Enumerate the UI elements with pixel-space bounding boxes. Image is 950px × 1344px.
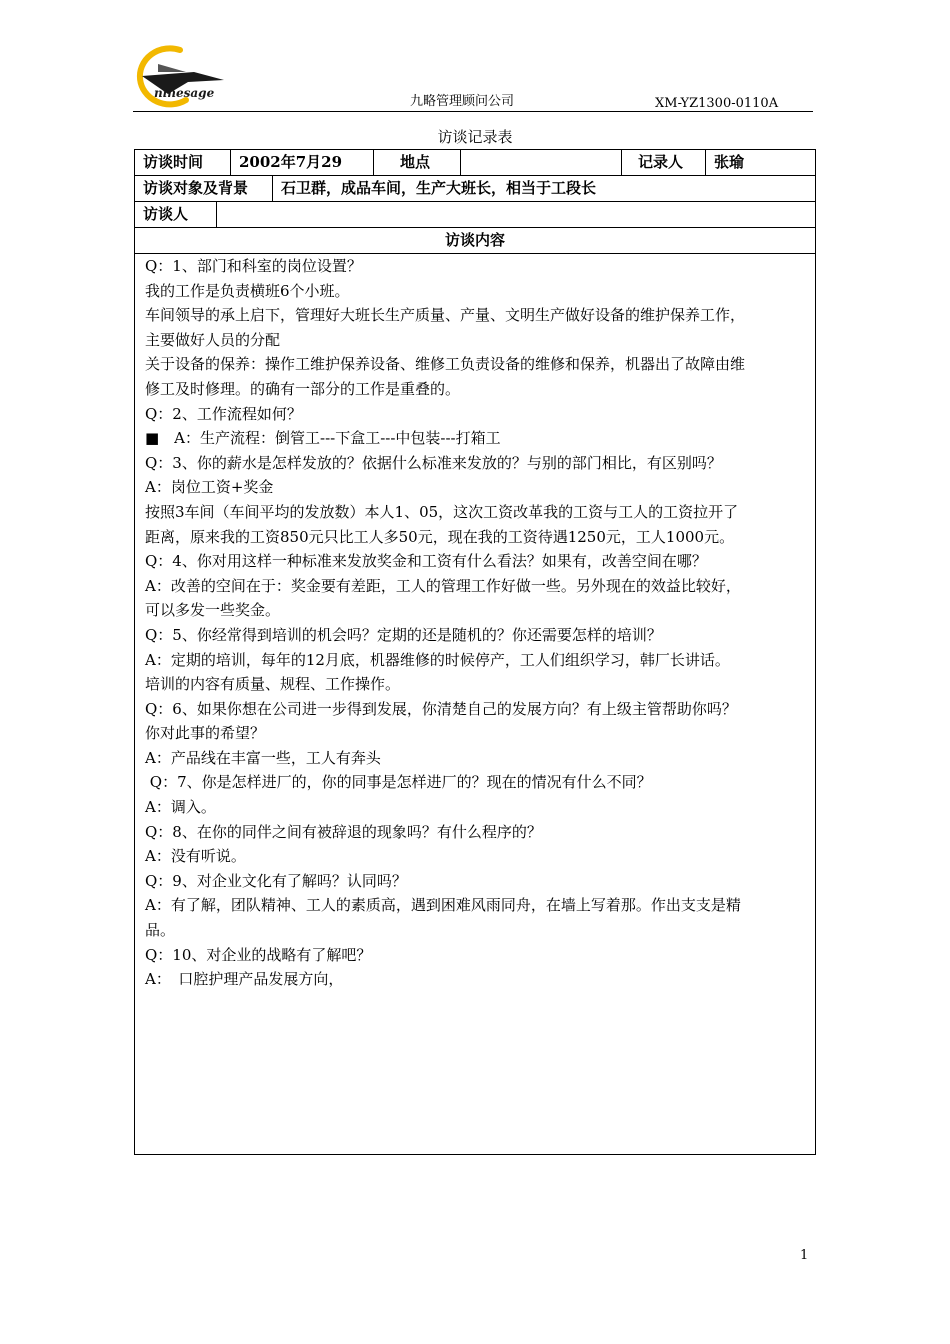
content-line: A：产品线在丰富一些，工人有奔头	[145, 748, 381, 767]
ninesage-logo-icon	[128, 42, 228, 110]
content-line: Q：7、你是怎样进厂的，你的同事是怎样进厂的？现在的情况有什么不同？	[145, 773, 652, 792]
recorder-value: 张瑜	[714, 153, 745, 171]
content-line: Q：4、你对用这样一种标准来发放奖金和工资有什么看法？如果有，改善空间在哪？	[145, 552, 707, 571]
content-line: Q：3、你的薪水是怎样发放的？依据什么标准来发放的？与别的部门相比，有区别吗？	[145, 453, 722, 472]
content-line: 按照3车间（车间平均的发放数）本人1、05，这次工资改革我的工资与工人的工资拉开了	[145, 502, 739, 521]
logo-text: ninesage	[154, 86, 215, 100]
place-label: 地点	[374, 150, 461, 175]
subject-value: 石卫群，成品车间，生产大班长，相当于工段长	[281, 179, 597, 197]
header-divider	[133, 111, 813, 112]
time-value: 2002年7月29	[231, 150, 374, 175]
interview-form	[134, 149, 816, 1155]
content-line: A：没有听说。	[145, 847, 246, 866]
time-label: 访谈时间	[135, 150, 231, 175]
content-line: Q：8、在你的同伴之间有被辞退的现象吗？有什么程序的？	[145, 822, 542, 841]
form-row-interviewer	[135, 202, 815, 228]
content-line: A：改善的空间在于：奖金要有差距，工人的管理工作好做一些。另外现在的效益比较好，	[145, 576, 741, 595]
content-line: 培训的内容有质量、规程、工作操作。	[145, 675, 401, 694]
content-line: 距离，原来我的工资850元只比工人多50元，现在我的工资待遇1250元，工人1000元。	[145, 527, 735, 546]
content-line: 我的工作是负责横班6个小班。	[145, 281, 350, 300]
document-code: XM-YZ1300-0110A	[655, 96, 779, 110]
place-value	[461, 150, 622, 175]
content-title: 访谈内容	[444, 231, 505, 249]
content-line: Q：2、工作流程如何？	[145, 404, 302, 423]
content-line: A：岗位工资+奖金	[145, 478, 274, 497]
content-line: Q：6、如果你想在公司进一步得到发展，你清楚自己的发展方向？有上级主管帮助你吗？	[145, 699, 737, 718]
form-title: 访谈记录表	[437, 128, 513, 146]
content-line: 主要做好人员的分配	[145, 330, 281, 349]
content-line: 你对此事的希望？	[145, 724, 266, 743]
content-line: Q：10、对企业的战略有了解吧？	[145, 945, 372, 964]
interviewer-label: 访谈人	[135, 202, 217, 227]
content-line: Q：9、对企业文化有了解吗？认同吗？	[145, 871, 407, 890]
content-line: Q：5、你经常得到培训的机会吗？定期的还是随机的？你还需要怎样的培训？	[145, 625, 662, 644]
recorder-label: 记录人	[622, 150, 706, 175]
form-row-content-title	[135, 228, 815, 254]
content-line: A：调入。	[145, 798, 216, 817]
content-line: A： 口腔护理产品发展方向，	[145, 970, 344, 989]
content-line: 品。	[145, 921, 176, 940]
page-number: 1	[800, 1248, 809, 1263]
content-line: 关于设备的保养：操作工维护保养设备、维修工负责设备的维修和保养，机器出了故障由维	[145, 355, 746, 374]
form-row-subject	[135, 176, 815, 202]
content-line: 修工及时修理。的确有一部分的工作是重叠的。	[145, 379, 461, 398]
interview-content	[145, 254, 807, 992]
content-line: Q：1、部门和科室的岗位设置？	[145, 257, 362, 275]
content-line: 可以多发一些奖金。	[145, 601, 281, 620]
company-name: 九略管理顾问公司	[410, 94, 515, 109]
subject-label: 访谈对象及背景	[135, 176, 273, 201]
content-line: ■ A：生产流程：倒管工---下盒工---中包装---打箱工	[145, 429, 501, 448]
content-line: 车间领导的承上启下，管理好大班长生产质量、产量、文明生产做好设备的维护保养工作，	[145, 306, 746, 325]
form-row-time	[135, 150, 815, 176]
interviewer-value	[217, 202, 815, 227]
content-line: A：有了解，团队精神、工人的素质高，遇到困难风雨同舟，在墙上写着那。作出支支是精	[145, 896, 741, 915]
content-line: A：定期的培训，每年的12月底，机器维修的时候停产，工人们组织学习，韩厂长讲话。	[145, 650, 730, 669]
company-logo	[128, 42, 228, 110]
